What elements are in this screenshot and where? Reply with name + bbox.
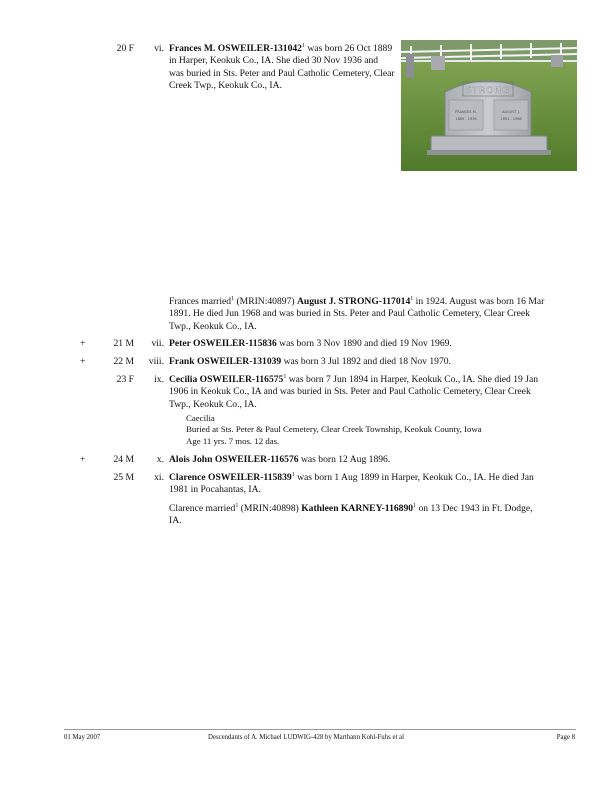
person-name: Clarence OSWEILER-115839 bbox=[169, 472, 292, 483]
person-details: was born 7 Jun 1894 in Harper, Keokuk Co., IA. She died 19 Jan 1906 in Keokuk Co., IA and was buried in Sts. Peter and Paul Catholic Cemetery, Clear Creek Twp., Keokuk Co., IA. bbox=[169, 374, 539, 410]
person-details: was born 3 Jul 1892 and died 18 Nov 1970. bbox=[281, 356, 451, 367]
entry-text bbox=[169, 356, 539, 368]
source-ref: 1 bbox=[235, 502, 239, 509]
marriage-lead: Clarence married bbox=[169, 503, 236, 514]
source-ref: 1 bbox=[301, 42, 305, 49]
spouse-name: Kathleen KARNEY-116890 bbox=[301, 503, 414, 514]
entry-text bbox=[169, 338, 539, 350]
gravestone-photo bbox=[401, 40, 577, 171]
source-ref: 1 bbox=[413, 502, 417, 509]
person-number: 20 F bbox=[116, 43, 134, 54]
child-order: vi. bbox=[154, 43, 164, 54]
descendant-marker: + bbox=[80, 454, 86, 465]
stone-left-dates: 1889 - 1936 bbox=[455, 117, 477, 121]
marriage-frances bbox=[169, 296, 547, 333]
child-order: viii. bbox=[148, 356, 164, 367]
stone-surname: STRONG bbox=[465, 86, 511, 96]
entry-text bbox=[169, 472, 547, 497]
mrin: (MRIN:40898) bbox=[238, 503, 302, 514]
person-details: was born 26 Oct 1889 in Harper, Keokuk Co., IA. She died 30 Nov 1936 and was buried in Sts. Peter and Paul Catholic Cemetery, Clear Creek Twp., Keokuk Co., IA. bbox=[169, 43, 395, 92]
note-title: Caecilia bbox=[186, 413, 215, 423]
person-details: was born 12 Aug 1896. bbox=[298, 454, 391, 465]
footer-date: 01 May 2007 bbox=[64, 734, 101, 741]
spouse-name: August J. STRONG-117014 bbox=[296, 296, 411, 307]
entry-text bbox=[169, 374, 547, 411]
footer-divider bbox=[64, 729, 576, 730]
source-ref: 1 bbox=[410, 295, 414, 302]
person-name: Frances M. OSWEILER-131042 bbox=[169, 43, 302, 54]
person-name: Alois John OSWEILER-116576 bbox=[169, 454, 299, 465]
person-name: Frank OSWEILER-131039 bbox=[169, 356, 282, 367]
stone-left-name: FRANCES M. bbox=[455, 110, 477, 114]
source-ref: 1 bbox=[283, 373, 287, 380]
stone-right-dates: 1891 - 1968 bbox=[500, 117, 522, 121]
person-details: was born 1 Aug 1899 in Harper, Keokuk Co., IA. He died Jan 1981 in Pocahantas, IA. bbox=[169, 472, 534, 496]
descendant-marker: + bbox=[80, 338, 86, 349]
stone-right-name: AUGUST J. bbox=[502, 110, 520, 114]
cecilia-note bbox=[186, 413, 526, 447]
descendant-marker: + bbox=[80, 356, 86, 367]
child-order: vii. bbox=[151, 338, 164, 349]
person-number: 25 M bbox=[113, 472, 134, 483]
footer-title: Descendants of A. Michael LUDWIG-428 by Marthann Kohl-Fuhs et al bbox=[208, 734, 404, 741]
person-number: 24 M bbox=[113, 454, 134, 465]
entry-text bbox=[169, 43, 395, 93]
person-number: 23 F bbox=[116, 374, 134, 385]
person-number: 22 M bbox=[113, 356, 134, 367]
person-name: Cecilia OSWEILER-116575 bbox=[169, 374, 284, 385]
note-line-2: Age 11 yrs. 7 mos. 12 das. bbox=[186, 435, 280, 446]
person-number: 21 M bbox=[113, 338, 134, 349]
marriage-details: in 1924. August was born 16 Mar 1891. He died Jun 1968 and was buried in Sts. Peter and Paul Catholic Cemetery, Clear Creek Twp., Keokuk Co., IA. bbox=[169, 296, 545, 332]
gravestone-image bbox=[401, 40, 577, 171]
marriage-lead: Frances married bbox=[169, 296, 232, 307]
mrin: (MRIN:40897) bbox=[234, 296, 297, 307]
footer-page-number: Page 8 bbox=[556, 734, 575, 741]
marriage-details: on 13 Dec 1943 in Ft. Dodge, IA. bbox=[169, 503, 533, 527]
person-details: was born 3 Nov 1890 and died 19 Nov 1969. bbox=[276, 338, 452, 349]
entry-text bbox=[169, 454, 539, 466]
source-ref: 1 bbox=[231, 295, 235, 302]
marriage-clarence bbox=[169, 503, 547, 528]
note-line-1: Buried at Sts. Peter & Paul Cemetery, Clear Creek Township, Keokuk County, Iowa bbox=[186, 424, 482, 435]
child-order: xi. bbox=[154, 472, 164, 483]
child-order: ix. bbox=[154, 374, 164, 385]
person-name: Peter OSWEILER-115836 bbox=[169, 338, 277, 349]
child-order: x. bbox=[156, 454, 164, 465]
source-ref: 1 bbox=[291, 471, 295, 478]
